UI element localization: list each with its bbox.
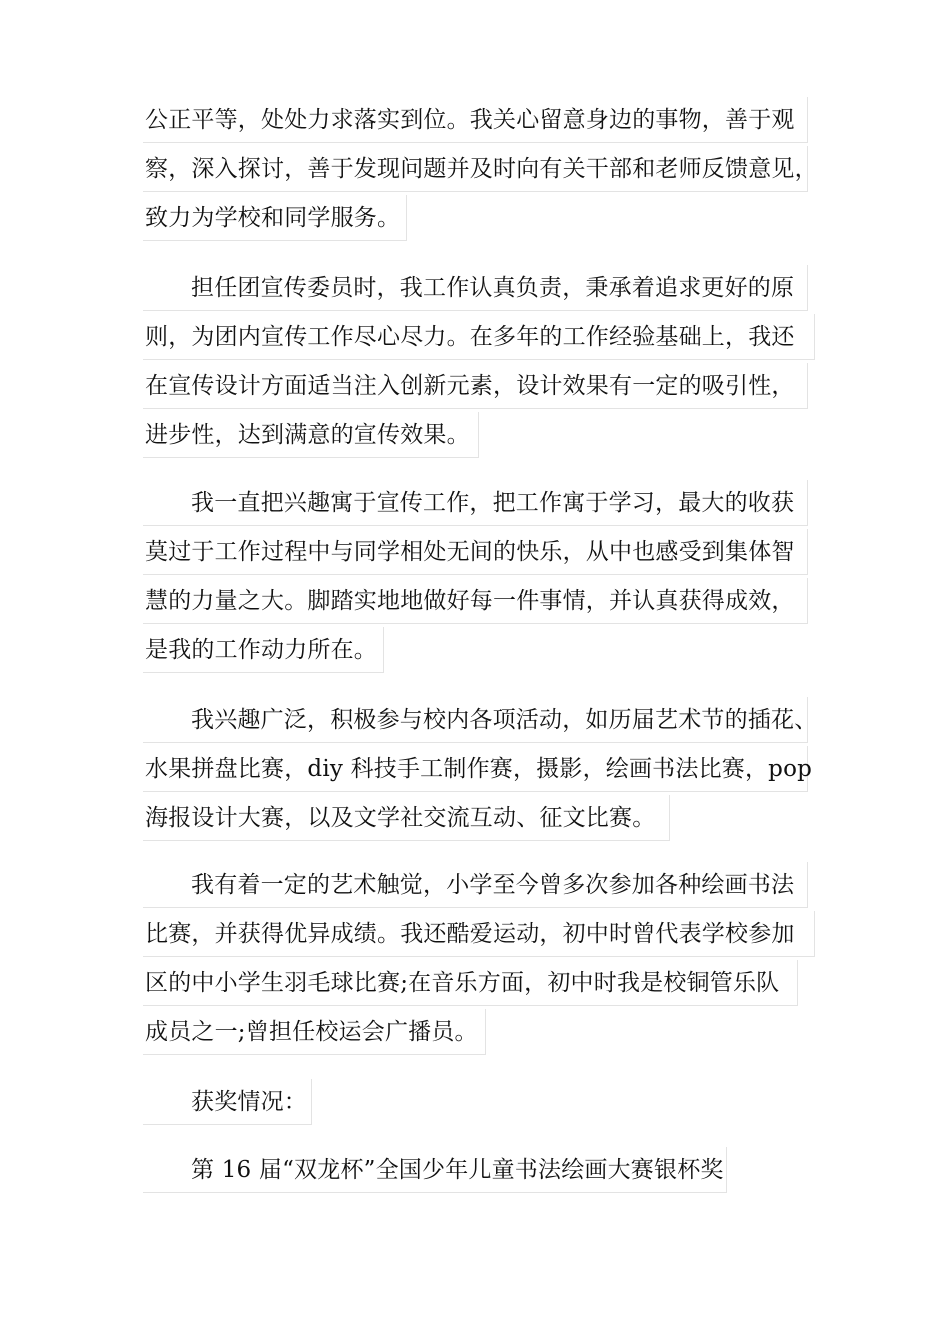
paragraph-3-line-2: 莫过于工作过程中与同学相处无间的快乐，从中也感受到集体智 <box>143 529 808 575</box>
paragraph-2-line-3: 在宣传设计方面适当注入创新元素，设计效果有一定的吸引性， <box>143 363 808 409</box>
award-item-1: 第 16 届“双龙杯”全国少年儿童书法绘画大赛银杯奖 <box>143 1147 727 1193</box>
paragraph-5-line-2: 比赛，并获得优异成绩。我还酷爱运动，初中时曾代表学校参加 <box>143 911 815 957</box>
paragraph-2-line-1: 担任团宣传委员时，我工作认真负责，秉承着追求更好的原 <box>143 265 808 311</box>
paragraph-3-line-3: 慧的力量之大。脚踏实地地做好每一件事情，并认真获得成效， <box>143 578 808 624</box>
paragraph-4-line-1: 我兴趣广泛，积极参与校内各项活动，如历届艺术节的插花、 <box>143 697 808 743</box>
paragraph-1-line-1: 公正平等，处处力求落实到位。我关心留意身边的事物，善于观 <box>143 97 808 143</box>
paragraph-1-line-2: 察，深入探讨，善于发现问题并及时向有关干部和老师反馈意见， <box>143 146 808 192</box>
paragraph-3-line-4: 是我的工作动力所在。 <box>143 627 384 673</box>
awards-heading: 获奖情况： <box>143 1079 312 1125</box>
paragraph-2-line-4: 进步性，达到满意的宣传效果。 <box>143 412 479 458</box>
paragraph-4-line-3: 海报设计大赛，以及文学社交流互动、征文比赛。 <box>143 795 670 841</box>
paragraph-5-line-1: 我有着一定的艺术触觉，小学至今曾多次参加各种绘画书法 <box>143 862 808 908</box>
paragraph-4-line-2: 水果拼盘比赛，diy 科技手工制作赛，摄影，绘画书法比赛，pop <box>143 746 808 792</box>
paragraph-5-line-4: 成员之一;曾担任校运会广播员。 <box>143 1009 486 1055</box>
paragraph-1-line-3: 致力为学校和同学服务。 <box>143 195 407 241</box>
paragraph-5-line-3: 区的中小学生羽毛球比赛;在音乐方面，初中时我是校铜管乐队 <box>143 960 798 1006</box>
paragraph-3-line-1: 我一直把兴趣寓于宣传工作，把工作寓于学习，最大的收获 <box>143 480 808 526</box>
paragraph-2-line-2: 则，为团内宣传工作尽心尽力。在多年的工作经验基础上，我还 <box>143 314 815 360</box>
